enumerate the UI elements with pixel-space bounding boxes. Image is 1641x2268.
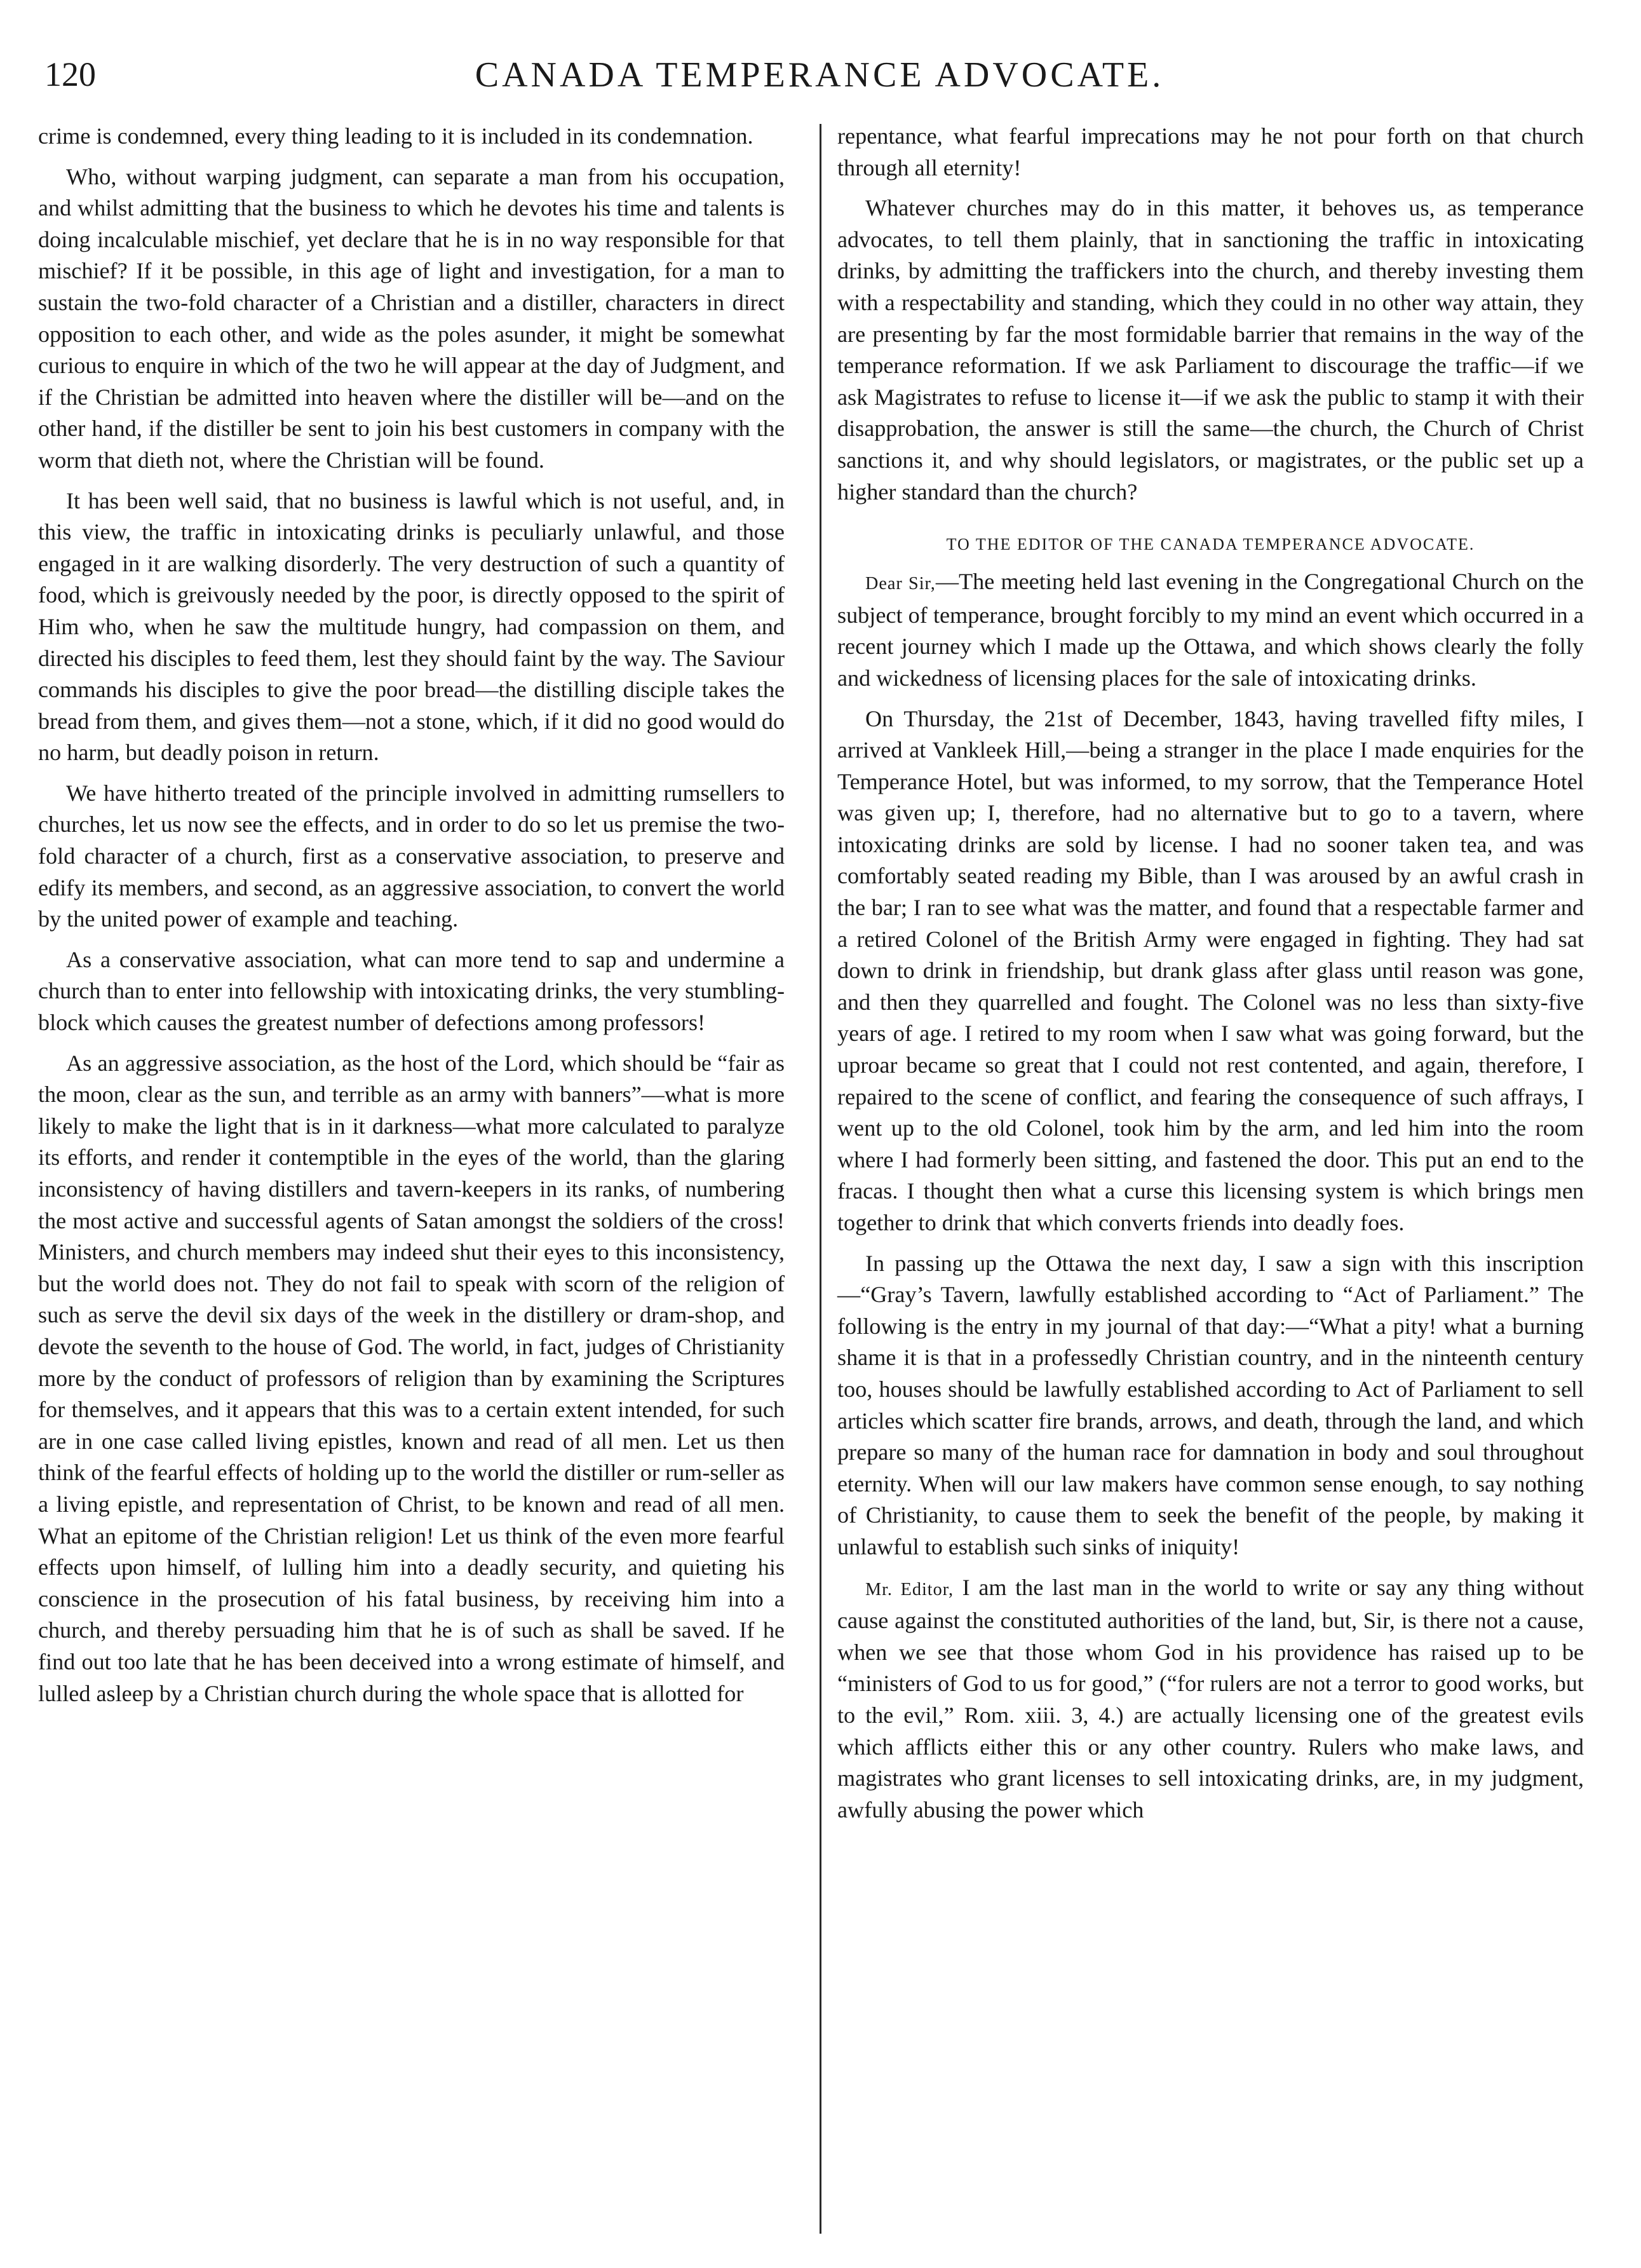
letter-text: I am the last man in the world to write or say any thing without cause against the constituted authorities of the land, but, Sir, is there not a cause, when we see that those whom God in his providence has raised up to be “ministers of God to us for good,” (“for rulers are not a terror to good works, but to the evil,” Rom. xiii. 3, 4.) are actually licensing one of the greatest evils which afflicts either this or any other country. Rulers who make laws, and magistrates who grant licenses to sell intoxicating drinks, are, in my judgment, awfully abusing the power which	[837, 1574, 1584, 1823]
right-column	[837, 121, 1584, 1835]
letter-paragraph	[837, 1572, 1584, 1826]
paragraph: It has been well said, that no business is lawful which is not useful, and, in this view, the traffic in intoxicating drinks is peculiarly unlawful, and those engaged in it are walking disorderly. The very destruction of such a quantity of food, which is greivously needed by the poor, is directly opposed to the spirit of Him who, when he saw the multitude hungry, had compassion on them, and directed his disciples to feed them, lest they should faint by the way. The Saviour commands his disciples to give the poor bread—the distilling disciple takes the bread from them, and gives them—not a stone, which, if it did no good would do no harm, but deadly poison in return.	[38, 487, 785, 766]
running-title: CANADA TEMPERANCE ADVOCATE.	[475, 55, 1165, 95]
paragraph: Whatever churches may do in this matter, it behoves us, as temperance advocates, to tell them plainly, that in sanctioning the traffic in intoxicating drinks, by admitting the traffickers into the church, and thereby investing them with a respectability and standing, which they could in no other way attain, they are presenting by far the most formidable barrier that remains in the way of the temperance reformation. If we ask Parliament to discourage the traffic—if we ask Magistrates to refuse to license it—if we ask the public to stamp it with their disapprobation, the answer is still the same—the church, the Church of Christ sanctions it, and why should legislators, or magistrates, or the public set up a higher standard than the church?	[837, 195, 1584, 505]
page-number: 120	[44, 55, 96, 93]
paragraph: Who, without warping judgment, can separate a man from his occupation, and whilst admitting that the business to which he devotes his time and talents is doing incalculable mischief, yet declare that he is in no way responsible for that mischief? If it be possible, in this age of light and investigation, for a man to sustain the two-fold character of a Christian and a distiller, characters in direct opposition to each other, and wide as the poles asunder, it might be somewhat curious to enquire in which of the two he will appear at the day of Judgment, and if the Christian be admitted into heaven where the distiller will be—and on the other hand, if the distiller be sent to join his best customers in company with the worm that dieth not, where the Christian will be found.	[38, 163, 785, 473]
editor-address: Mr. Editor,	[865, 1579, 954, 1599]
letter-paragraph	[837, 566, 1584, 694]
letter-paragraph: On Thursday, the 21st of December, 1843, having travelled fifty miles, I arrived at Vankleek Hill,—being a stranger in the place I made enquiries for the Temperance Hotel, but was informed, to my sorrow, that the Temperance Hotel was given up; I, therefore, had no alternative but to go to a tavern, where intoxicating drinks are sold by license. I had no sooner taken tea, and was comfortably seated reading my Bible, than I was aroused by an awful crash in the bar; I ran to see what was the matter, and found that a respectable farmer and a retired Colonel of the British Army were engaged in fighting. They had sat down to drink in friendship, but drank glass after glass until reason was gone, and then they quarrelled and fought. The Colonel was no less than sixty-five years of age. I retired to my room when I saw what was going forward, but the uproar became so great that I could not rest contented, and again, therefore, I repaired to the scene of conflict, and fearing the consequence of such affrays, I went up to the old Colonel, took him by the arm, and led him into the room where I had formerly been sitting, and fastened the door. This put an end to the fracas. I thought then what a curse this licensing system is which brings men together to drink that which converts friends into deadly foes.	[837, 705, 1584, 1235]
letter-text: —The meeting held last evening in the Congregational Church on the subject of temperance, brought forcibly to my mind an event which occurred in a recent journey which I made up the Ottawa, and which shows clearly the folly and wickedness of licensing places for the sale of intoxicating drinks.	[837, 569, 1584, 691]
letter-heading: TO THE EDITOR OF THE CANADA TEMPERANCE ADVOCATE.	[946, 535, 1475, 554]
paragraph: As an aggressive association, as the host of the Lord, which should be “fair as the moon, clear as the sun, and terrible as an army with banners”—what is more likely to make the light that is in it darkness—what more calculated to paralyze its efforts, and render it contemptible in the eyes of the world, than the glaring inconsistency of having distillers and tavern-keepers in its ranks, of numbering the most active and successful agents of Satan amongst the soldiers of the cross! Ministers, and church members may indeed shut their eyes to this inconsistency, but the world does not. They do not fail to speak with scorn of the religion of such as serve the devil six days of the week in the distillery or dram-shop, and devote the seventh to the house of God. The world, in fact, judges of Christianity more by the conduct of professors of religion than by examining the Scriptures for themselves, and it appears that this was to a certain extent intended, for such are in one case called living epistles, known and read of all men. Let us then think of the fearful effects of holding up to the world the distiller or rum-seller as a living epistle, and representation of Christ, to be known and read of all men. What an epitome of the Christian religion! Let us think of the even more fearful effects upon himself, of lulling him into a deadly security, and quieting his conscience in the prosecution of his fatal business, by receiving him into a church, and thereby persuading him that he is of such as shall be saved. If he find out too late that he has been deceived into a wrong estimate of himself, and lulled asleep by a Christian church during the whole space that is allotted for	[38, 1050, 785, 1706]
paragraph: As a conservative association, what can more tend to sap and undermine a church than to enter into fellowship with intoxicating drinks, the very stumbling-block which causes the greatest number of defections among professors!	[38, 946, 785, 1036]
page-header	[44, 55, 1595, 112]
paragraph: crime is condemned, every thing leading to it is included in its condemnation.	[38, 123, 753, 149]
paragraph: We have hitherto treated of the principle involved in admitting rumsellers to churches, let us now see the effects, and in order to do so let us premise the two-fold character of a church, first as a conservative association, to preserve and edify its members, and second, as an aggressive association, to convert the world by the united power of example and teaching.	[38, 780, 785, 932]
salutation: Dear Sir,	[865, 574, 936, 594]
column-divider	[820, 124, 821, 2234]
left-column	[38, 121, 785, 1718]
paragraph: repentance, what fearful imprecations may he not pour forth on that church through all eternity!	[837, 123, 1584, 180]
letter-paragraph: In passing up the Ottawa the next day, I saw a sign with this inscription—“Gray’s Tavern, lawfully established according to “Act of Parliament.” The following is the entry in my journal of that day:—“What a pity! what a burning shame it is that in a professedly Christian country, and in the ninteenth century too, houses should be lawfully established according to Act of Parliament to sell articles which scatter fire brands, arrows, and death, through the land, and which prepare so many of the human race for damnation in body and soul throughout eternity. When will our law makers have common sense enough, to say nothing of Christianity, to cause them to seek the benefit of the people, by making it unlawful to establish such sinks of iniquity!	[837, 1250, 1584, 1559]
